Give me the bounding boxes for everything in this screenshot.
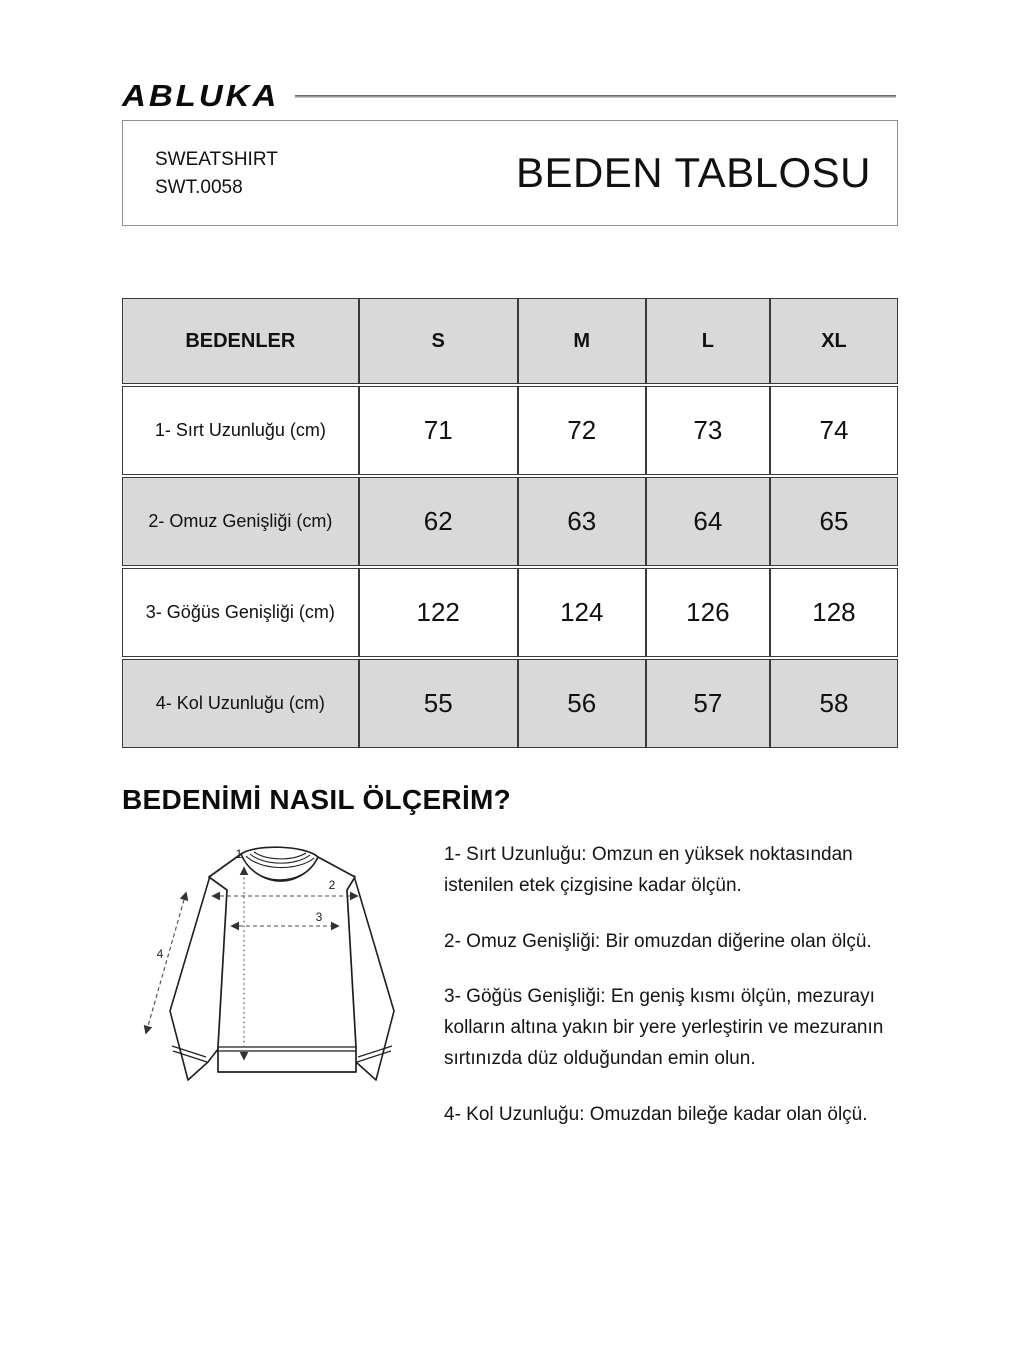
brand-logo: ABLUKA — [122, 78, 280, 113]
measurement-label: 3- Göğüs Genişliği (cm) — [122, 568, 359, 657]
measurement-value: 128 — [770, 568, 898, 657]
diagram-label-3: 3 — [315, 910, 323, 924]
size-table — [122, 296, 898, 750]
measurement-value: 65 — [770, 477, 898, 566]
measurement-value: 122 — [359, 568, 518, 657]
table-row — [122, 477, 898, 566]
instruction-text: 3- Göğüs Genişliği: En geniş kısmı ölçün, mezurayı kolların altına yakın bir yere yerleştirin ve mezuranın sırtınızda düz olduğundan emin olun. — [444, 986, 884, 1069]
brand-header — [122, 78, 898, 114]
product-info — [155, 141, 278, 206]
table-row — [122, 568, 898, 657]
measure-instructions — [444, 832, 898, 1155]
diagram-label-2: 2 — [328, 878, 336, 892]
product-code: SWT.0058 — [155, 176, 243, 198]
measure-heading: BEDENİMİ NASIL ÖLÇERİM? — [122, 784, 512, 815]
measure-section — [122, 832, 898, 1155]
measurement-value: 58 — [770, 659, 898, 748]
diagram-label-1: 1 — [235, 847, 243, 861]
measurement-label: 2- Omuz Genişliği (cm) — [122, 477, 359, 566]
measurement-value: 72 — [518, 386, 646, 475]
measurement-value: 71 — [359, 386, 518, 475]
column-header-bedenler: BEDENLER — [122, 298, 359, 384]
measurement-value: 57 — [646, 659, 770, 748]
measurement-value: 56 — [518, 659, 646, 748]
measurement-value: 64 — [646, 477, 770, 566]
column-header-size-XL: XL — [770, 298, 898, 384]
table-row — [122, 386, 898, 475]
sweatshirt-diagram — [122, 832, 442, 1155]
size-table-header-row — [122, 298, 898, 384]
measurement-label: 1- Sırt Uzunluğu (cm) — [122, 386, 359, 475]
title-box — [122, 120, 898, 226]
measurement-value: 124 — [518, 568, 646, 657]
table-row — [122, 659, 898, 748]
instruction-text: 1- Sırt Uzunluğu: Omzun en yüksek noktasından istenilen etek çizgisine kadar ölçün. — [444, 844, 853, 896]
instruction-text: 2- Omuz Genişliği: Bir omuzdan diğerine olan ölçü. — [444, 930, 872, 952]
instruction-text: 4- Kol Uzunluğu: Omuzdan bileğe kadar olan ölçü. — [444, 1103, 868, 1125]
column-header-size-S: S — [359, 298, 518, 384]
column-header-size-L: L — [646, 298, 770, 384]
measurement-value: 62 — [359, 477, 518, 566]
diagram-label-4: 4 — [156, 947, 164, 961]
measurement-value: 55 — [359, 659, 518, 748]
header-rule — [295, 95, 896, 98]
measurement-label: 4- Kol Uzunluğu (cm) — [122, 659, 359, 748]
column-header-size-M: M — [518, 298, 646, 384]
measurement-value: 63 — [518, 477, 646, 566]
measurement-value: 126 — [646, 568, 770, 657]
page-title: BEDEN TABLOSU — [515, 149, 871, 196]
measurement-value: 73 — [646, 386, 770, 475]
product-type: SWEATSHIRT — [155, 148, 278, 170]
measurement-value: 74 — [770, 386, 898, 475]
